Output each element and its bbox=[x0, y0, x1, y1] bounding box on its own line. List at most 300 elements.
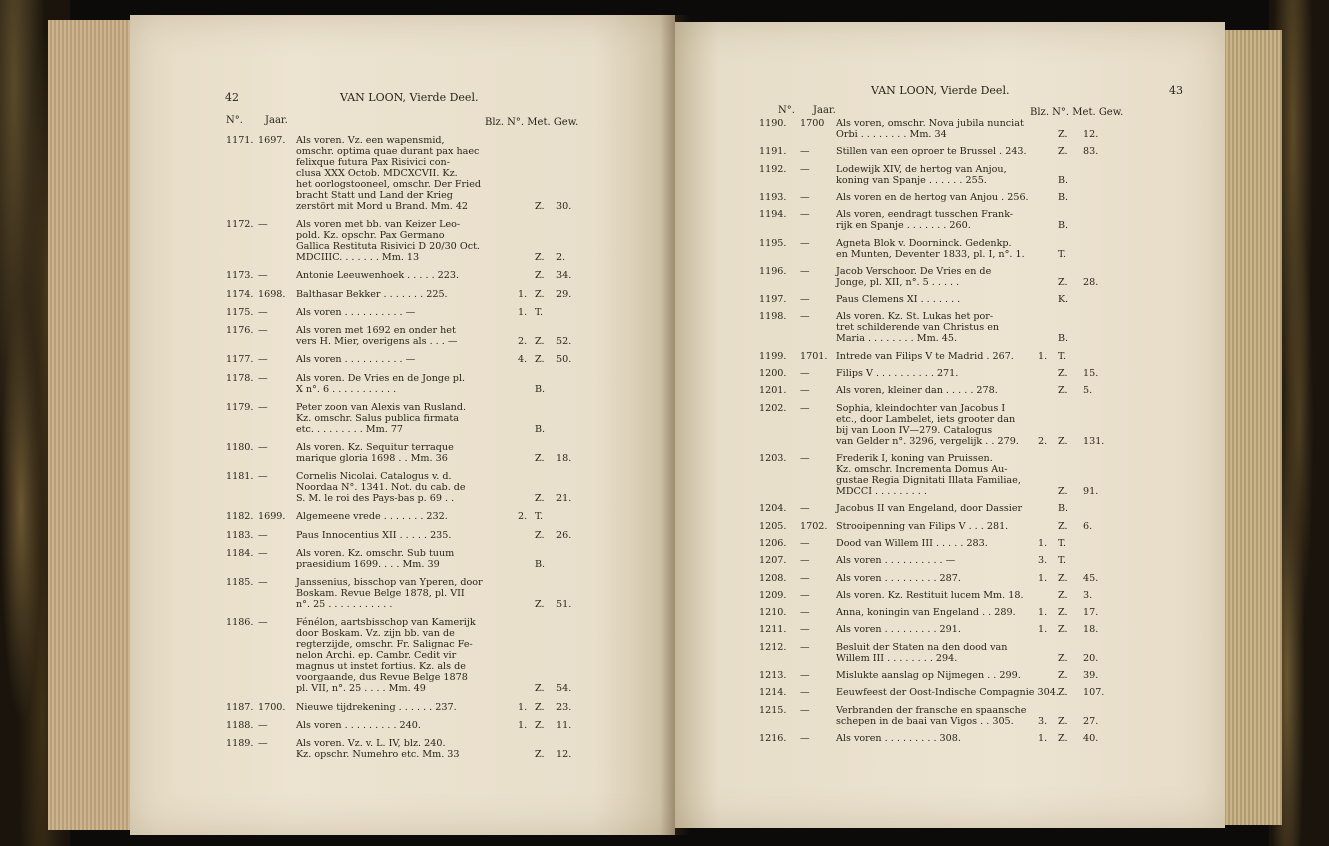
entry-description bbox=[836, 670, 1021, 681]
entry-year: — bbox=[800, 624, 810, 636]
entry-description-line: Intrede van Filips V te Madrid . 267. bbox=[836, 350, 1014, 362]
entry-description bbox=[296, 354, 415, 365]
entry-number: 1193. bbox=[759, 191, 787, 203]
entry-description bbox=[836, 118, 1024, 140]
entry-description bbox=[296, 307, 415, 318]
entry-description-line: rijk en Spanje . . . . . . . 260. bbox=[836, 220, 971, 232]
entry-weight: 26. bbox=[556, 529, 572, 541]
entry-year: — bbox=[258, 442, 268, 453]
entry-metal: Z. bbox=[1058, 624, 1068, 636]
entry-metal: Z. bbox=[1058, 435, 1068, 447]
entry-description-line: Maria . . . . . . . . Mm. 45. bbox=[836, 333, 958, 345]
entry-description-line: n°. 25 . . . . . . . . . . . bbox=[296, 599, 393, 611]
entry-number: 1174. bbox=[226, 288, 254, 300]
entry-weight: 50. bbox=[556, 354, 572, 366]
entry-description-line: Eeuwfeest der Oost-Indische Compagnie 304. bbox=[836, 687, 1059, 699]
entry-description-line: Als voren . . . . . . . . . . — bbox=[296, 354, 416, 366]
entry-description-line: regterzijde, omschr. Fr. Salignac Fe- bbox=[296, 639, 473, 651]
entry-description-line: Filips V . . . . . . . . . . 271. bbox=[836, 368, 959, 380]
entry-year: — bbox=[800, 402, 810, 414]
entry-weight: 20. bbox=[1083, 652, 1099, 664]
entry-metal: Z. bbox=[1058, 276, 1068, 288]
catalogue-entry bbox=[130, 373, 630, 395]
catalogue-entry bbox=[675, 573, 1175, 584]
entry-weight: 51. bbox=[556, 599, 572, 611]
entry-metal: Z. bbox=[1058, 670, 1068, 682]
entry-description bbox=[296, 738, 460, 760]
entry-metal: Z. bbox=[1058, 715, 1068, 727]
entry-metal: T. bbox=[1058, 248, 1067, 260]
entry-description bbox=[836, 164, 1007, 186]
entry-description-line: MDCCI . . . . . . . . . bbox=[836, 486, 927, 497]
entry-number: 1198. bbox=[759, 311, 787, 323]
entry-number: 1183. bbox=[226, 529, 254, 541]
entry-description-line: Anna, koningin van Engeland . . 289. bbox=[836, 607, 1016, 619]
catalogue-entry bbox=[675, 209, 1175, 231]
entry-description-line: Nieuwe tijdrekening . . . . . . 237. bbox=[296, 701, 457, 713]
entry-description-line: Antonie Leeuwenhoek . . . . . 223. bbox=[296, 270, 460, 282]
entry-number: 1207. bbox=[759, 555, 787, 567]
catalogue-entry bbox=[675, 453, 1175, 497]
entry-description bbox=[296, 135, 481, 212]
entry-description bbox=[296, 373, 465, 395]
entry-year: 1698. bbox=[258, 288, 286, 300]
entry-number: 1184. bbox=[226, 547, 254, 559]
entry-weight: 39. bbox=[1083, 670, 1099, 682]
entry-number: 1173. bbox=[226, 270, 254, 282]
entry-weight: 107. bbox=[1083, 687, 1105, 699]
entry-number: 1210. bbox=[759, 607, 787, 619]
catalogue-entry bbox=[675, 503, 1175, 514]
entry-year: — bbox=[258, 577, 268, 589]
entry-description-line: marique gloria 1698 . . Mm. 36 bbox=[296, 453, 448, 464]
entry-metal: Z. bbox=[1058, 385, 1068, 397]
entry-year: — bbox=[800, 368, 810, 380]
entry-year: 1700 bbox=[800, 118, 825, 129]
catalogue-entry bbox=[675, 733, 1175, 744]
entry-description-line: Kz. omschr. Salus publica firmata bbox=[296, 412, 459, 424]
entry-metal: Z. bbox=[535, 599, 545, 611]
catalogue-entry bbox=[675, 164, 1175, 186]
entry-number: 1201. bbox=[759, 385, 787, 397]
entry-weight: 17. bbox=[1083, 607, 1099, 619]
entry-description-line: clusa XXX Octob. MDCXCVII. Kz. bbox=[296, 168, 458, 179]
entry-description-line: Frederik I, koning van Pruissen. bbox=[836, 453, 993, 464]
entry-weight: 28. bbox=[1083, 276, 1099, 288]
catalogue-entry bbox=[675, 607, 1175, 618]
catalogue-entry bbox=[130, 135, 630, 212]
entry-number: 1171. bbox=[226, 135, 254, 146]
right-running-title: VAN LOON, Vierde Deel. bbox=[871, 84, 1010, 97]
entry-metal: B. bbox=[535, 383, 546, 395]
entry-description bbox=[836, 238, 1025, 260]
entry-weight: 5. bbox=[1083, 385, 1093, 397]
entry-number: 1177. bbox=[226, 354, 254, 366]
entry-weight: 27. bbox=[1083, 715, 1099, 727]
catalogue-entry bbox=[675, 555, 1175, 566]
entry-description-line: Jacobus II van Engeland, door Dassier bbox=[836, 503, 1023, 515]
entry-description-line: Boskam. Revue Belge 1878, pl. VII bbox=[296, 588, 465, 600]
entry-metal: Z. bbox=[1058, 146, 1068, 158]
entry-number: 1192. bbox=[759, 163, 787, 175]
entry-metal: Z. bbox=[1058, 572, 1068, 584]
entry-description bbox=[296, 617, 476, 694]
entry-description-line: Lodewijk XIV, de hertog van Anjou, bbox=[836, 163, 1007, 175]
catalogue-entry bbox=[130, 720, 630, 731]
entry-description bbox=[836, 733, 961, 744]
catalogue-entry bbox=[675, 385, 1175, 396]
left-page bbox=[130, 15, 675, 835]
entry-weight: 11. bbox=[556, 719, 572, 731]
entry-number: 1186. bbox=[226, 617, 254, 629]
entry-no-count: 1. bbox=[518, 701, 528, 713]
entry-weight: 23. bbox=[556, 701, 572, 713]
entry-metal: Z. bbox=[1058, 687, 1068, 699]
entry-year: — bbox=[258, 547, 268, 559]
catalogue-entry bbox=[675, 351, 1175, 362]
entry-description bbox=[296, 511, 448, 522]
entry-weight: 29. bbox=[556, 288, 572, 300]
entry-year: 1702. bbox=[800, 520, 828, 532]
catalogue-entry bbox=[675, 642, 1175, 664]
entry-metal: Z. bbox=[535, 719, 545, 731]
entry-metal: B. bbox=[535, 558, 546, 570]
entry-number: 1199. bbox=[759, 350, 787, 362]
entry-description-line: Als voren. Kz. St. Lukas het por- bbox=[836, 311, 994, 323]
entry-description bbox=[836, 294, 960, 305]
entry-description-line: bracht Statt und Land der Krieg bbox=[296, 190, 453, 201]
catalogue-entry bbox=[675, 624, 1175, 635]
entry-number: 1178. bbox=[226, 372, 254, 384]
entry-number: 1196. bbox=[759, 265, 787, 277]
catalogue-entry bbox=[675, 368, 1175, 379]
entry-description-line: Als voren . . . . . . . . . . — bbox=[296, 306, 416, 318]
entry-description bbox=[836, 453, 1021, 497]
entry-no-count: 3. bbox=[1038, 555, 1048, 567]
entry-no-count: 1. bbox=[1038, 624, 1048, 636]
entry-metal: Z. bbox=[535, 201, 545, 212]
entry-number: 1181. bbox=[226, 471, 254, 483]
entry-description bbox=[296, 289, 448, 300]
entry-description-line: Als voren. Kz. Sequitur terraque bbox=[296, 442, 454, 453]
entry-description bbox=[836, 311, 999, 344]
catalogue-entry bbox=[130, 577, 630, 610]
entry-description-line: S. M. le roi des Pays-bas p. 69 . . bbox=[296, 493, 455, 505]
entry-weight: 91. bbox=[1083, 486, 1099, 497]
entry-description-line: X n°. 6 . . . . . . . . . . . bbox=[296, 383, 397, 395]
entry-number: 1187. bbox=[226, 701, 254, 713]
entry-description-line: nelon Archi. ep. Cambr. Cedit vir bbox=[296, 650, 457, 662]
entry-description-line: bij van Loon IV—279. Catalogus bbox=[836, 424, 993, 436]
entry-description bbox=[836, 146, 1027, 157]
left-running-title: VAN LOON, Vierde Deel. bbox=[340, 91, 479, 104]
catalogue-entry bbox=[130, 471, 630, 504]
entry-number: 1191. bbox=[759, 146, 787, 158]
entry-description-line: Als voren en de hertog van Anjou . 256. bbox=[836, 191, 1029, 203]
entry-description bbox=[836, 642, 1007, 664]
entry-year: — bbox=[800, 163, 810, 175]
entry-description bbox=[836, 192, 1029, 203]
entry-description-line: Algemeene vrede . . . . . . . 232. bbox=[296, 511, 448, 523]
entry-metal: B. bbox=[1058, 333, 1069, 345]
entry-weight: 6. bbox=[1083, 520, 1093, 532]
entry-description-line: Cornelis Nicolai. Catalogus v. d. bbox=[296, 471, 452, 483]
entry-metal: Z. bbox=[535, 288, 545, 300]
entry-year: 1700. bbox=[258, 701, 286, 713]
entry-description-line: Peter zoon van Alexis van Rusland. bbox=[296, 401, 467, 413]
right-col-no: N°. bbox=[778, 105, 795, 116]
entry-description-line: Balthasar Bekker . . . . . . . 225. bbox=[296, 288, 448, 300]
entry-no-count: 1. bbox=[1038, 733, 1048, 744]
entry-description-line: tret schilderende van Christus en bbox=[836, 322, 1000, 334]
right-col-values: Blz. N°. Met. Gew. bbox=[1030, 107, 1124, 118]
entry-no-count: 3. bbox=[1038, 715, 1048, 727]
catalogue-entry bbox=[675, 538, 1175, 549]
entry-weight: 21. bbox=[556, 493, 572, 505]
entry-description-line: Noordaa N°. 1341. Not. du cab. de bbox=[296, 482, 466, 494]
entry-metal: Z. bbox=[535, 270, 545, 282]
entry-metal: Z. bbox=[535, 701, 545, 713]
entry-weight: 40. bbox=[1083, 733, 1099, 744]
entry-metal: B. bbox=[535, 423, 546, 435]
entry-year: — bbox=[258, 719, 268, 731]
entry-number: 1189. bbox=[226, 738, 254, 749]
entry-description bbox=[836, 385, 998, 396]
entry-number: 1202. bbox=[759, 402, 787, 414]
entry-description bbox=[836, 351, 1014, 362]
catalogue-entry bbox=[130, 530, 630, 541]
entry-description-line: het oorlogstooneel, omschr. Der Fried bbox=[296, 179, 482, 190]
entry-number: 1216. bbox=[759, 733, 787, 744]
entry-description-line: Als voren, omschr. Nova jubila nunciat bbox=[836, 118, 1024, 129]
entry-metal: Z. bbox=[535, 493, 545, 505]
entry-description bbox=[836, 555, 955, 566]
entry-year: — bbox=[800, 453, 810, 464]
entry-description-line: zerstört mit Mord u Brand. Mm. 42 bbox=[296, 201, 469, 212]
entry-year: — bbox=[800, 209, 810, 221]
entry-description bbox=[836, 403, 1019, 447]
entry-year: — bbox=[800, 687, 810, 699]
entry-description bbox=[836, 573, 961, 584]
entry-year: — bbox=[800, 572, 810, 584]
catalogue-entry bbox=[675, 311, 1175, 344]
entry-metal: T. bbox=[535, 511, 544, 523]
entry-year: — bbox=[800, 733, 810, 744]
entry-description-line: Stillen van een oproer te Brussel . 243. bbox=[836, 146, 1027, 158]
entry-description-line: omschr. optima quae durant pax haec bbox=[296, 146, 480, 157]
entry-metal: B. bbox=[1058, 191, 1069, 203]
entry-number: 1179. bbox=[226, 401, 254, 413]
entry-description-line: Sophia, kleindochter van Jacobus I bbox=[836, 402, 1006, 414]
catalogue-entry bbox=[675, 403, 1175, 447]
left-col-values: Blz. N°. Met. Gew. bbox=[485, 117, 579, 128]
entry-weight: 18. bbox=[1083, 624, 1099, 636]
entry-description-line: Als voren . . . . . . . . . 291. bbox=[836, 624, 961, 636]
entry-weight: 54. bbox=[556, 683, 572, 695]
entry-description bbox=[296, 325, 457, 347]
catalogue-entry bbox=[130, 219, 630, 263]
entry-metal: T. bbox=[1058, 537, 1067, 549]
entry-description bbox=[836, 368, 958, 379]
entry-metal: Z. bbox=[535, 529, 545, 541]
entry-weight: 30. bbox=[556, 201, 572, 212]
entry-description-line: Als voren . . . . . . . . . 240. bbox=[296, 719, 421, 731]
entry-year: — bbox=[800, 537, 810, 549]
entry-description-line: Paus Innocentius XII . . . . . 235. bbox=[296, 529, 452, 541]
entry-number: 1209. bbox=[759, 589, 787, 601]
entry-description-line: Als voren, kleiner dan . . . . . 278. bbox=[836, 385, 998, 397]
entry-description bbox=[836, 538, 988, 549]
entry-weight: 2. bbox=[556, 252, 566, 264]
entry-description bbox=[836, 209, 1013, 231]
entry-year: — bbox=[800, 589, 810, 601]
entry-description-line: Als voren met 1692 en onder het bbox=[296, 325, 456, 337]
entry-number: 1205. bbox=[759, 520, 787, 532]
catalogue-entry bbox=[130, 442, 630, 464]
entry-description-line: Willem III . . . . . . . . 294. bbox=[836, 652, 958, 664]
entry-number: 1213. bbox=[759, 670, 787, 682]
entry-description-line: door Boskam. Vz. zijn bb. van de bbox=[296, 628, 455, 640]
entry-description-line: Agneta Blok v. Doorninck. Gedenkp. bbox=[836, 237, 1012, 249]
catalogue-entry bbox=[675, 294, 1175, 305]
entry-description bbox=[296, 577, 483, 610]
entry-description-line: Als voren . . . . . . . . . . — bbox=[836, 555, 956, 567]
catalogue-entry bbox=[130, 270, 630, 281]
entry-year: — bbox=[800, 237, 810, 249]
page-edges-left bbox=[48, 20, 138, 830]
entry-description-line: Als voren . . . . . . . . . 308. bbox=[836, 733, 961, 744]
entry-weight: 3. bbox=[1083, 589, 1093, 601]
entry-metal: B. bbox=[1058, 503, 1069, 515]
catalogue-entry bbox=[675, 670, 1175, 681]
entry-number: 1194. bbox=[759, 209, 787, 221]
catalogue-entry bbox=[130, 617, 630, 694]
entry-description-line: Als voren. Vz. een wapensmid, bbox=[296, 135, 445, 146]
entry-description-line: Als voren. Vz. v. L. IV, blz. 240. bbox=[296, 738, 446, 749]
entry-number: 1211. bbox=[759, 624, 787, 636]
entry-year: — bbox=[800, 641, 810, 653]
entry-description bbox=[836, 624, 961, 635]
entry-description-line: Janssenius, bisschop van Yperen, door bbox=[296, 577, 483, 589]
entry-metal: Z. bbox=[1058, 607, 1068, 619]
entry-weight: 52. bbox=[556, 336, 572, 348]
entry-metal: B. bbox=[1058, 220, 1069, 232]
entry-year: — bbox=[800, 503, 810, 515]
entry-metal: Z. bbox=[1058, 368, 1068, 380]
entry-description bbox=[296, 530, 451, 541]
entry-number: 1212. bbox=[759, 641, 787, 653]
entry-metal: Z. bbox=[535, 336, 545, 348]
entry-year: — bbox=[800, 294, 810, 306]
catalogue-entry bbox=[675, 266, 1175, 288]
entry-description bbox=[836, 521, 1008, 532]
entry-number: 1203. bbox=[759, 453, 787, 464]
entry-no-count: 1. bbox=[1038, 350, 1048, 362]
entry-description-line: Als voren, eendragt tusschen Frank- bbox=[836, 209, 1014, 221]
entry-description-line: felixque futura Pax Risivici con- bbox=[296, 157, 450, 168]
entry-number: 1208. bbox=[759, 572, 787, 584]
left-col-no: N°. bbox=[226, 115, 243, 126]
entry-weight: 18. bbox=[556, 453, 572, 464]
catalogue-entry bbox=[675, 192, 1175, 203]
entry-weight: 34. bbox=[556, 270, 572, 282]
left-col-jaar: Jaar. bbox=[265, 115, 288, 126]
entry-description bbox=[296, 219, 480, 263]
entry-description bbox=[296, 720, 421, 731]
entry-description bbox=[296, 442, 454, 464]
entry-no-count: 2. bbox=[518, 511, 528, 523]
left-page-number: 42 bbox=[225, 91, 239, 104]
entry-description-line: Fénélon, aartsbisschop van Kamerijk bbox=[296, 617, 476, 629]
entry-number: 1197. bbox=[759, 294, 787, 306]
entry-year: 1701. bbox=[800, 350, 828, 362]
catalogue-entry bbox=[130, 354, 630, 365]
entry-year: 1699. bbox=[258, 511, 286, 523]
entry-year: — bbox=[800, 311, 810, 323]
entry-description bbox=[836, 266, 991, 288]
entry-description-line: etc. . . . . . . . . Mm. 77 bbox=[296, 423, 404, 435]
entry-year: — bbox=[258, 372, 268, 384]
entry-description bbox=[296, 471, 466, 504]
entry-metal: K. bbox=[1058, 294, 1069, 306]
entry-description bbox=[836, 607, 1016, 618]
entry-number: 1182. bbox=[226, 511, 254, 523]
entry-description-line: Als voren. Kz. omschr. Sub tuum bbox=[296, 547, 455, 559]
entry-weight: 131. bbox=[1083, 435, 1105, 447]
right-page bbox=[675, 22, 1225, 828]
entry-description-line: MDCIIIC. . . . . . . Mm. 13 bbox=[296, 252, 420, 264]
entry-number: 1180. bbox=[226, 442, 254, 453]
catalogue-entry bbox=[130, 325, 630, 347]
entry-year: — bbox=[800, 146, 810, 158]
entry-weight: 15. bbox=[1083, 368, 1099, 380]
entry-description bbox=[836, 687, 1059, 698]
entry-description-line: vers H. Mier, overigens als . . . — bbox=[296, 336, 458, 348]
entry-year: 1697. bbox=[258, 135, 286, 146]
entry-description bbox=[296, 270, 459, 281]
entry-metal: Z. bbox=[535, 683, 545, 695]
entry-description-line: Besluit der Staten na den dood van bbox=[836, 641, 1008, 653]
entry-description bbox=[836, 705, 1026, 727]
entry-year: — bbox=[258, 738, 268, 749]
entry-description bbox=[836, 503, 1022, 514]
entry-description-line: etc., door Lambelet, iets grooter dan bbox=[836, 413, 1016, 425]
entry-year: — bbox=[258, 325, 268, 337]
entry-metal: Z. bbox=[1058, 486, 1068, 497]
entry-metal: Z. bbox=[1058, 652, 1068, 664]
entry-description-line: Gallica Restituta Risivici D 20/30 Oct. bbox=[296, 241, 480, 253]
entry-number: 1175. bbox=[226, 306, 254, 318]
entry-metal: Z. bbox=[535, 354, 545, 366]
entry-description-line: en Munten, Deventer 1833, pl. I, n°. 1. bbox=[836, 248, 1025, 260]
entry-no-count: 4. bbox=[518, 354, 528, 366]
entry-weight: 12. bbox=[1083, 129, 1099, 140]
entry-year: — bbox=[800, 555, 810, 567]
catalogue-entry bbox=[130, 511, 630, 522]
catalogue-entry bbox=[130, 548, 630, 570]
entry-description-line: Als voren. Kz. Restituit lucem Mm. 18. bbox=[836, 589, 1024, 601]
entry-no-count: 2. bbox=[518, 336, 528, 348]
entry-weight: 83. bbox=[1083, 146, 1099, 158]
entry-year: — bbox=[800, 265, 810, 277]
entry-description-line: Orbi . . . . . . . . Mm. 34 bbox=[836, 129, 947, 140]
entry-year: — bbox=[258, 529, 268, 541]
entry-number: 1190. bbox=[759, 118, 787, 129]
entry-description-line: Strooipenning van Filips V . . . 281. bbox=[836, 520, 1009, 532]
entry-metal: Z. bbox=[535, 749, 545, 760]
catalogue-entry bbox=[130, 402, 630, 435]
entry-description bbox=[836, 590, 1024, 601]
